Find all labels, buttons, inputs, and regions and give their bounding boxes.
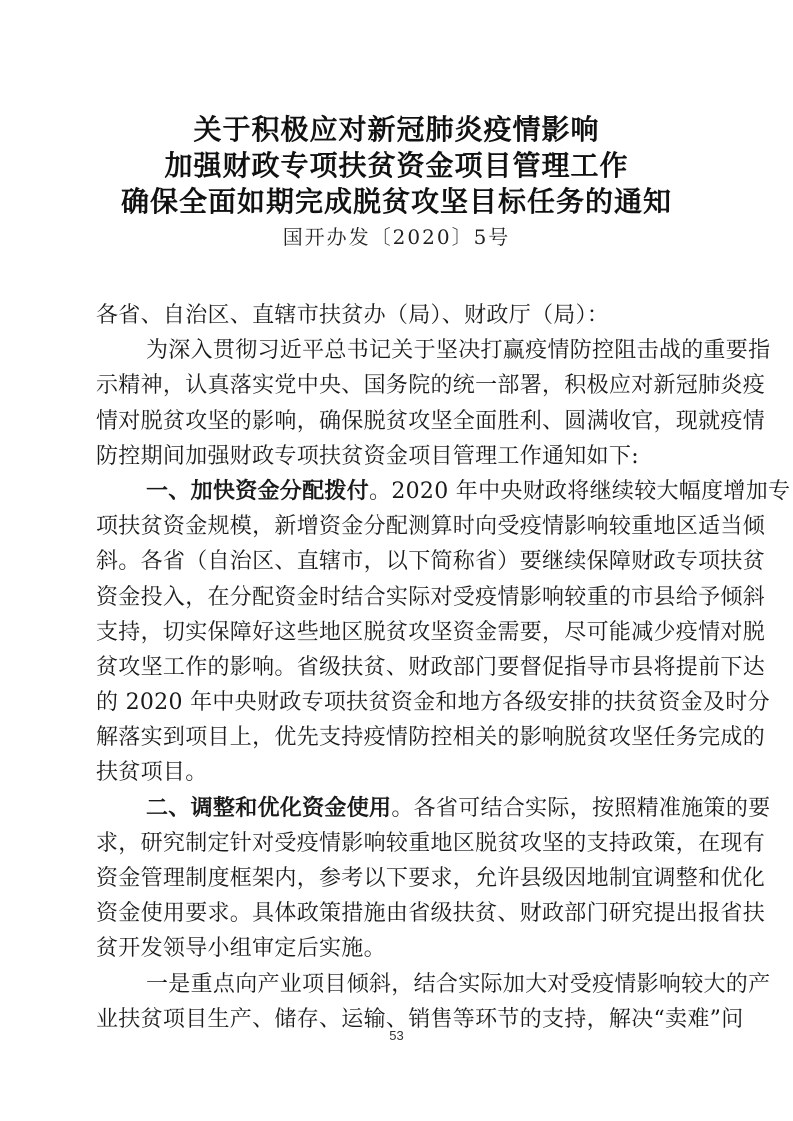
- title-line-3: 确保全面如期完成脱贫攻坚目标任务的通知: [120, 185, 672, 218]
- intro-line: 为深入贯彻习近平总书记关于坚决打赢疫情防控阻击战的重要指: [146, 338, 771, 364]
- document-body: [96, 298, 791, 1037]
- intro-line: 情对脱贫攻坚的影响，确保脱贫攻坚全面胜利、圆满收官，现就疫情: [96, 408, 766, 434]
- document-header: [0, 112, 793, 252]
- section-1-heading: 一、加快资金分配拨付: [146, 478, 370, 504]
- section-2-line: 求，研究制定针对受疫情影响较重地区脱贫攻坚的支持政策，在现有: [96, 830, 766, 856]
- section-1-line: 支持，切实保障好这些地区脱贫攻坚资金需要，尽可能减少疫情对脱: [96, 619, 766, 645]
- section-2-line: 资金管理制度框架内，参考以下要求，允许县级因地制宜调整和优化: [96, 866, 766, 891]
- section-1-line: 资金投入，在分配资金时结合实际对受疫情影响较重的市县给予倾斜: [96, 584, 766, 610]
- section-1-text: 。2020 年中央财政将继续较大幅度增加专: [369, 478, 791, 504]
- section-2-heading: 二、调整和优化资金使用: [146, 795, 392, 821]
- section-1-first-line: [96, 474, 791, 509]
- title-line-1: 关于积极应对新冠肺炎疫情影响: [193, 113, 600, 146]
- intro-line: 防控期间加强财政专项扶贫资金项目管理工作通知如下:: [96, 443, 639, 469]
- page-number: 53: [389, 1028, 404, 1043]
- item-1-line: 一是重点向产业项目倾斜，结合实际加大对受疫情影响较大的产: [146, 971, 771, 997]
- section-1-line: 项扶贫资金规模，新增资金分配测算时向受疫情影响较重地区适当倾: [96, 514, 766, 540]
- section-2-line: 贫开发领导小组审定后实施。: [96, 936, 386, 962]
- section-1-line: 扶贫项目。: [96, 760, 208, 786]
- intro-line: 示精神，认真落实党中央、国务院的统一部署，积极应对新冠肺炎疫: [96, 373, 766, 399]
- item-1-line: 业扶贫项目生产、储存、运输、销售等环节的支持，解决“卖难”问: [96, 1006, 744, 1032]
- section-2-text: 。各省可结合实际，按照精准施策的要: [391, 795, 771, 821]
- section-1-line: 贫攻坚工作的影响。省级扶贫、财政部门要督促指导市县将提前下达: [96, 654, 766, 680]
- section-2-first-line: [96, 791, 771, 826]
- section-1-line: 解落实到项目上，优先支持疫情防控相关的影响脱贫攻坚任务完成的: [96, 725, 766, 751]
- document-number: 国开办发〔2020〕5号: [282, 225, 511, 249]
- salutation: 各省、自治区、直辖市扶贫办（局）、财政厅（局）：: [96, 303, 610, 328]
- section-2-line: 资金使用要求。具体政策措施由省级扶贫、财政部门研究提出报省扶: [96, 901, 766, 927]
- section-1-line: 的 2020 年中央财政专项扶贫资金和地方各级安排的扶贫资金及时分: [96, 690, 770, 716]
- section-1-line: 斜。各省（自治区、直辖市，以下简称省）要继续保障财政专项扶贫: [96, 549, 766, 575]
- title-line-2: 加强财政专项扶贫资金项目管理工作: [164, 149, 629, 182]
